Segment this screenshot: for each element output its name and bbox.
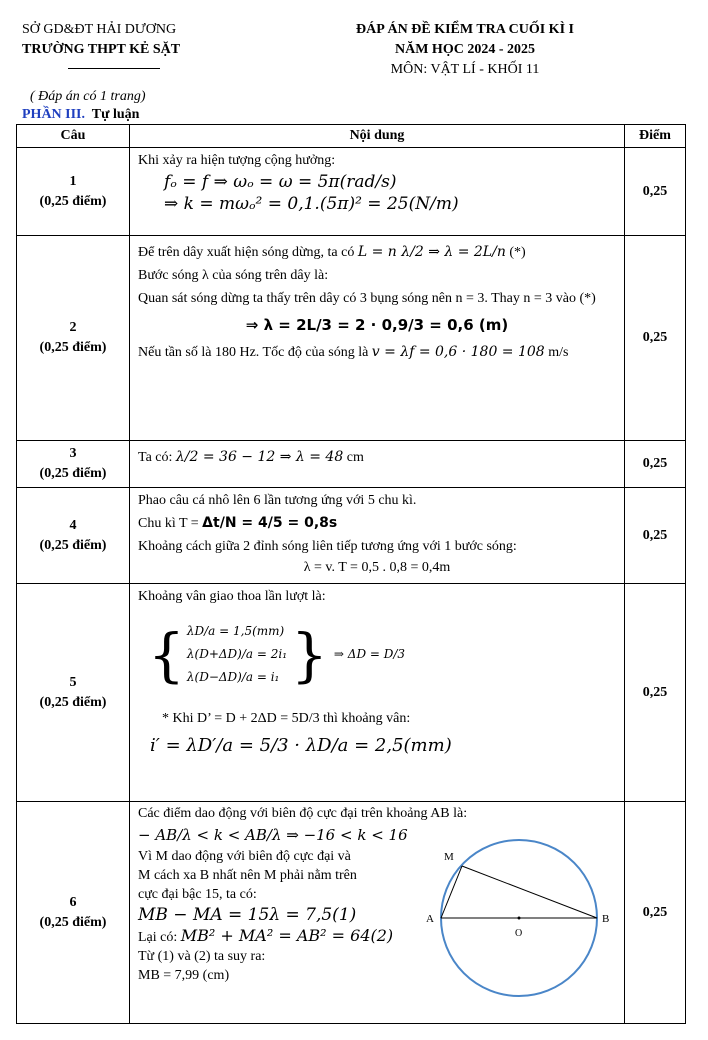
subject: MÔN: VẬT LÍ - KHỐI 11: [390, 62, 540, 77]
text: m/s: [548, 345, 569, 360]
question-points: (0,25 điểm): [39, 193, 107, 209]
formula: v = λf = 0,6 · 180 = 108: [371, 344, 545, 360]
content-line: λ = v. T = 0,5 . 0,8 = 0,4m: [303, 560, 451, 575]
center-dot: [518, 917, 521, 920]
question-number: 6: [69, 894, 77, 910]
formula: λ(D−ΔD)/a = i₁: [186, 670, 280, 684]
formula: ⇒ k = mωₒ² = 0,1.(5π)² = 25(N/m): [164, 194, 459, 214]
content-line: M cách xa B nhất nên M phải nằm trên: [138, 868, 357, 883]
formula: Δt/N = 4/5 = 0,8s: [202, 515, 338, 531]
right-brace: }: [291, 620, 328, 689]
content-line: Khoảng vân giao thoa lần lượt là:: [138, 589, 326, 604]
content-line: [138, 342, 616, 363]
segment-ma: [441, 866, 462, 918]
score-cell: 0,25: [625, 488, 686, 584]
question-cell: [17, 584, 130, 802]
question-number: 4: [69, 517, 77, 533]
system-lines: [187, 621, 287, 688]
question-number: 2: [69, 320, 77, 335]
text: Lại có:: [138, 930, 178, 945]
content-line: Bước sóng λ của sóng trên dây là:: [138, 268, 329, 283]
text: Chu kì T =: [138, 516, 199, 531]
text: Nếu tần số là 180 Hz. Tốc độ của sóng là: [138, 345, 369, 360]
label-b: B: [602, 913, 610, 925]
question-points: (0,25 điểm): [39, 537, 107, 553]
content-line: cực đại bậc 15, ta có:: [138, 887, 257, 902]
formula: fₒ = f ⇒ ωₒ = ω = 5π(rad/s): [164, 172, 397, 192]
question-points: (0,25 điểm): [39, 466, 107, 481]
formula: ⇒ ΔD = D/3: [333, 647, 406, 661]
answer-table: [16, 124, 686, 1024]
formula: L = n λ/2 ⇒ λ = 2L/n: [357, 244, 506, 260]
content-line: Phao câu cá nhô lên 6 lần tương ứng với 5 chu kì.: [138, 493, 417, 508]
score-cell: 0,25: [625, 802, 686, 1024]
table-row: [17, 148, 686, 236]
content-line: Quan sát sóng dừng ta thấy trên dây có 3 bụng sóng nên n = 3. Thay n = 3 vào (*): [138, 291, 596, 306]
equation-system: [148, 621, 616, 688]
question-cell: [17, 802, 130, 1024]
segment-mb: [462, 866, 597, 918]
question-cell: [17, 441, 130, 488]
table-row: [17, 441, 686, 488]
question-number: 3: [69, 446, 77, 461]
label-m: M: [444, 851, 454, 863]
content-line: Các điểm dao động với biên độ cực đại trên khoảng AB là:: [138, 806, 468, 821]
score-cell: 0,25: [625, 236, 686, 441]
content-line: MB = 7,99 (cm): [138, 968, 230, 983]
content-cell: [130, 148, 625, 236]
col-cau: Câu: [17, 125, 130, 148]
table-row: [17, 802, 686, 1024]
question-number: 5: [69, 674, 77, 690]
page-note: ( Đáp án có 1 trang): [30, 89, 146, 104]
label-a: A: [426, 913, 434, 925]
content-cell: [130, 236, 625, 441]
question-cell: [17, 148, 130, 236]
content-cell: [130, 441, 625, 488]
formula: ⇒ λ = 2L/3 = 2 · 0,9/3 = 0,6 (m): [245, 316, 509, 334]
table-row: [17, 236, 686, 441]
content-cell: [130, 584, 625, 802]
label-o: O: [515, 928, 523, 939]
question-number: 1: [69, 173, 77, 189]
formula: λD/a = 1,5(mm): [186, 624, 285, 638]
col-diem: Điểm: [625, 125, 686, 148]
header-underline: [68, 68, 160, 69]
text: Ta có:: [138, 450, 173, 465]
table-row: [17, 488, 686, 584]
formula: λ(D+ΔD)/a = 2i₁: [186, 647, 288, 661]
content-line: * Khi D’ = D + 2ΔD = 5D/3 thì khoảng vân:: [162, 711, 411, 726]
table-row: [17, 584, 686, 802]
school-name: TRƯỜNG THPT KẺ SẶT: [22, 42, 181, 57]
table-header-row: [17, 125, 686, 148]
question-points: (0,25 điểm): [39, 694, 107, 710]
content-line: [138, 447, 616, 468]
formula: i′ = λD′/a = 5/3 · λD/a = 2,5(mm): [150, 735, 452, 756]
formula: MB − MA = 15λ = 7,5(1): [138, 905, 357, 925]
content-line: Khi xảy ra hiện tượng cộng hưởng:: [138, 153, 336, 168]
school-year: NĂM HỌC 2024 - 2025: [395, 42, 535, 57]
text: Để trên dây xuất hiện sóng dừng, ta có: [138, 245, 355, 260]
content-cell: [130, 488, 625, 584]
formula: λ/2 = 36 − 12 ⇒ λ = 48: [175, 449, 344, 465]
text: cm: [346, 450, 364, 465]
part-label: PHẦN III.: [22, 107, 86, 122]
score-cell: 0,25: [625, 584, 686, 802]
question-points: (0,25 điểm): [39, 340, 107, 355]
question-cell: [17, 488, 130, 584]
content-line: [138, 513, 616, 534]
part-heading: [22, 107, 139, 123]
left-brace: {: [148, 620, 185, 689]
dept-name: SỞ GD&ĐT HẢI DƯƠNG: [22, 22, 177, 37]
content-line: Khoảng cách giữa 2 đỉnh sóng liên tiếp tương ứng với 1 bước sóng:: [138, 539, 517, 554]
question-cell: [17, 236, 130, 441]
score-cell: 0,25: [625, 441, 686, 488]
circle-diagram: [422, 836, 622, 1016]
col-noidung: Nội dung: [130, 125, 625, 148]
content-line: Vì M dao động với biên độ cực đại và: [138, 849, 351, 864]
part-title: Tự luận: [91, 107, 140, 122]
content-line: Từ (1) và (2) ta suy ra:: [138, 949, 266, 964]
question-points: (0,25 điểm): [39, 914, 107, 930]
formula: MB² + MA² = AB² = 64(2): [180, 926, 394, 945]
formula: − AB/λ < k < AB/λ ⇒ −16 < k < 16: [138, 826, 408, 844]
score-cell: 0,25: [625, 148, 686, 236]
text: (*): [509, 245, 526, 260]
content-line: [138, 242, 616, 263]
doc-title: ĐÁP ÁN ĐỀ KIỂM TRA CUỐI KÌ I: [356, 22, 574, 37]
content-cell: [130, 802, 625, 1024]
